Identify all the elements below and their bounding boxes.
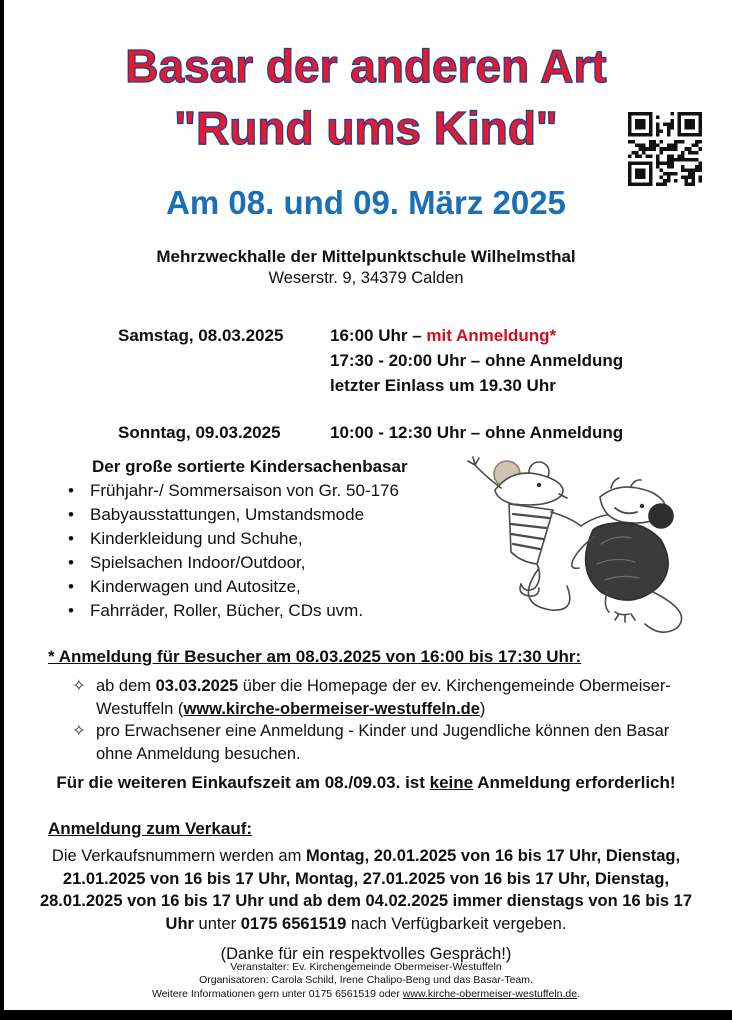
saturday-schedule <box>118 323 732 398</box>
saturday-label: Samstag, 08.03.2025 <box>118 326 284 345</box>
saturday-time2: 17:30 - 20:00 Uhr – ohne Anmeldung <box>330 351 624 370</box>
seller-text: Die Verkaufsnummern werden am <box>51 847 306 865</box>
bullet-dot-icon: • <box>68 577 74 596</box>
seller-text2: unter <box>193 914 241 933</box>
sunday-schedule <box>118 420 732 445</box>
bazaar-item-text: Frühjahr-/ Sommersaison von Gr. 50-176 <box>90 481 399 500</box>
sunday-time: 10:00 - 12:30 Uhr – ohne Anmeldung <box>330 423 624 442</box>
list-item <box>72 675 692 720</box>
bullet-dot-icon: • <box>68 505 74 524</box>
footer <box>0 961 732 1002</box>
bullet-diamond-icon: ✧ <box>72 677 86 695</box>
footer-organizer-line: Veranstalter: Ev. Kirchengemeinde Obermeiser-Westuffeln <box>230 960 502 973</box>
page-title-line2: "Rund ums Kind" <box>174 102 558 154</box>
bazaar-section <box>0 455 732 623</box>
scan-border-bottom <box>0 1010 732 1020</box>
bullet-dot-icon: • <box>68 601 74 620</box>
thanks-line: (Danke für ein respektvolles Gespräch!) <box>220 945 512 963</box>
note-keine-underline: keine <box>429 773 474 792</box>
bullet-dot-icon: • <box>68 529 74 548</box>
bullet-diamond-icon: ✧ <box>72 722 86 740</box>
bazaar-item-text: Kinderkleidung und Schuhe, <box>90 529 303 548</box>
bazaar-item-text: Spielsachen Indoor/Outdoor, <box>90 553 306 572</box>
bullet-dot-icon: • <box>68 481 74 500</box>
seller-phone: 0175 6561519 <box>240 914 347 933</box>
saturday-times <box>330 323 623 398</box>
bazaar-item-text: Babyausstattungen, Umstandsmode <box>90 505 365 524</box>
footer-info-line <box>0 988 732 1002</box>
venue-address: Weserstr. 9, 34379 Calden <box>268 269 464 287</box>
footer-info-text: Weitere Informationen gern unter 0175 6561519 oder <box>151 987 403 1000</box>
event-date-heading: Am 08. und 09. März 2025 <box>166 184 566 221</box>
note-text2: Anmeldung erforderlich! <box>473 773 676 792</box>
visitor-registration-details <box>0 675 732 765</box>
seller-registration-heading: Anmeldung zum Verkauf: <box>48 819 253 838</box>
visitor-bullet1-text3: ) <box>479 699 486 718</box>
visitor-bullet1-text2: über die Homepage der ev. Kirchengemeinde Obermeiser-Westuffeln ( <box>96 677 671 718</box>
footer-info-text2: . <box>577 987 581 1000</box>
list-item <box>0 599 732 623</box>
list-item <box>0 527 732 551</box>
sunday-label: Sonntag, 09.03.2025 <box>118 423 281 442</box>
list-item <box>0 503 732 527</box>
list-item <box>0 551 732 575</box>
saturday-time3: letzter Einlass um 19.30 Uhr <box>330 376 556 395</box>
saturday-time1: 16:00 Uhr – <box>330 326 427 345</box>
note-text: Für die weiteren Einkaufszeit am 08./09.03. ist <box>56 773 430 792</box>
website-link[interactable]: www.kirche-obermeiser-westuffeln.de <box>183 699 480 718</box>
bazaar-item-text: Kinderwagen und Autositze, <box>90 577 301 596</box>
saturday-time1-highlight: mit Anmeldung* <box>426 326 557 345</box>
bazaar-item-text: Fahrräder, Roller, Bücher, CDs uvm. <box>90 601 364 620</box>
seller-dates-bold: Montag, 20.01.2025 von 16 bis 17 Uhr, Dienstag, 21.01.2025 von 16 bis 17 Uhr, Montag, 27.01.2025 von 16 bis 17 Uhr, Dienstag, 28.01.2025 von 16 bis 17 Uhr und ab dem 04.02.2025 immer dienstags von 16 bis 17 Uhr <box>39 847 693 933</box>
page-title-line1: Basar der anderen Art <box>125 40 607 92</box>
list-item <box>0 575 732 599</box>
venue-name: Mehrzweckhalle der Mittelpunktschule Wilhelmsthal <box>156 247 576 266</box>
bullet-dot-icon: • <box>68 553 74 572</box>
visitor-bullet2-text: pro Erwachsener eine Anmeldung - Kinder und Jugendliche können den Basar ohne Anmeldung besuchen. <box>96 722 670 763</box>
footer-website-link[interactable]: www.kirche-obermeiser-westuffeln.de <box>402 987 578 1000</box>
bazaar-heading: Der große sortierte Kindersachenbasar <box>92 457 408 476</box>
footer-team-line: Organisatoren: Carola Schild, Irene Chalipo-Beng und das Basar-Team. <box>199 974 533 986</box>
list-item <box>72 720 692 765</box>
list-item <box>0 479 732 503</box>
seller-registration-paragraph <box>28 845 704 935</box>
seller-text3: nach Verfügbarkeit vergeben. <box>346 914 567 933</box>
visitor-registration-heading: * Anmeldung für Besucher am 08.03.2025 von 16:00 bis 17:30 Uhr: <box>48 647 582 666</box>
visitor-bullet1-date: 03.03.2025 <box>155 677 239 695</box>
no-registration-note <box>0 771 732 795</box>
visitor-bullet1-text: ab dem <box>96 677 156 695</box>
